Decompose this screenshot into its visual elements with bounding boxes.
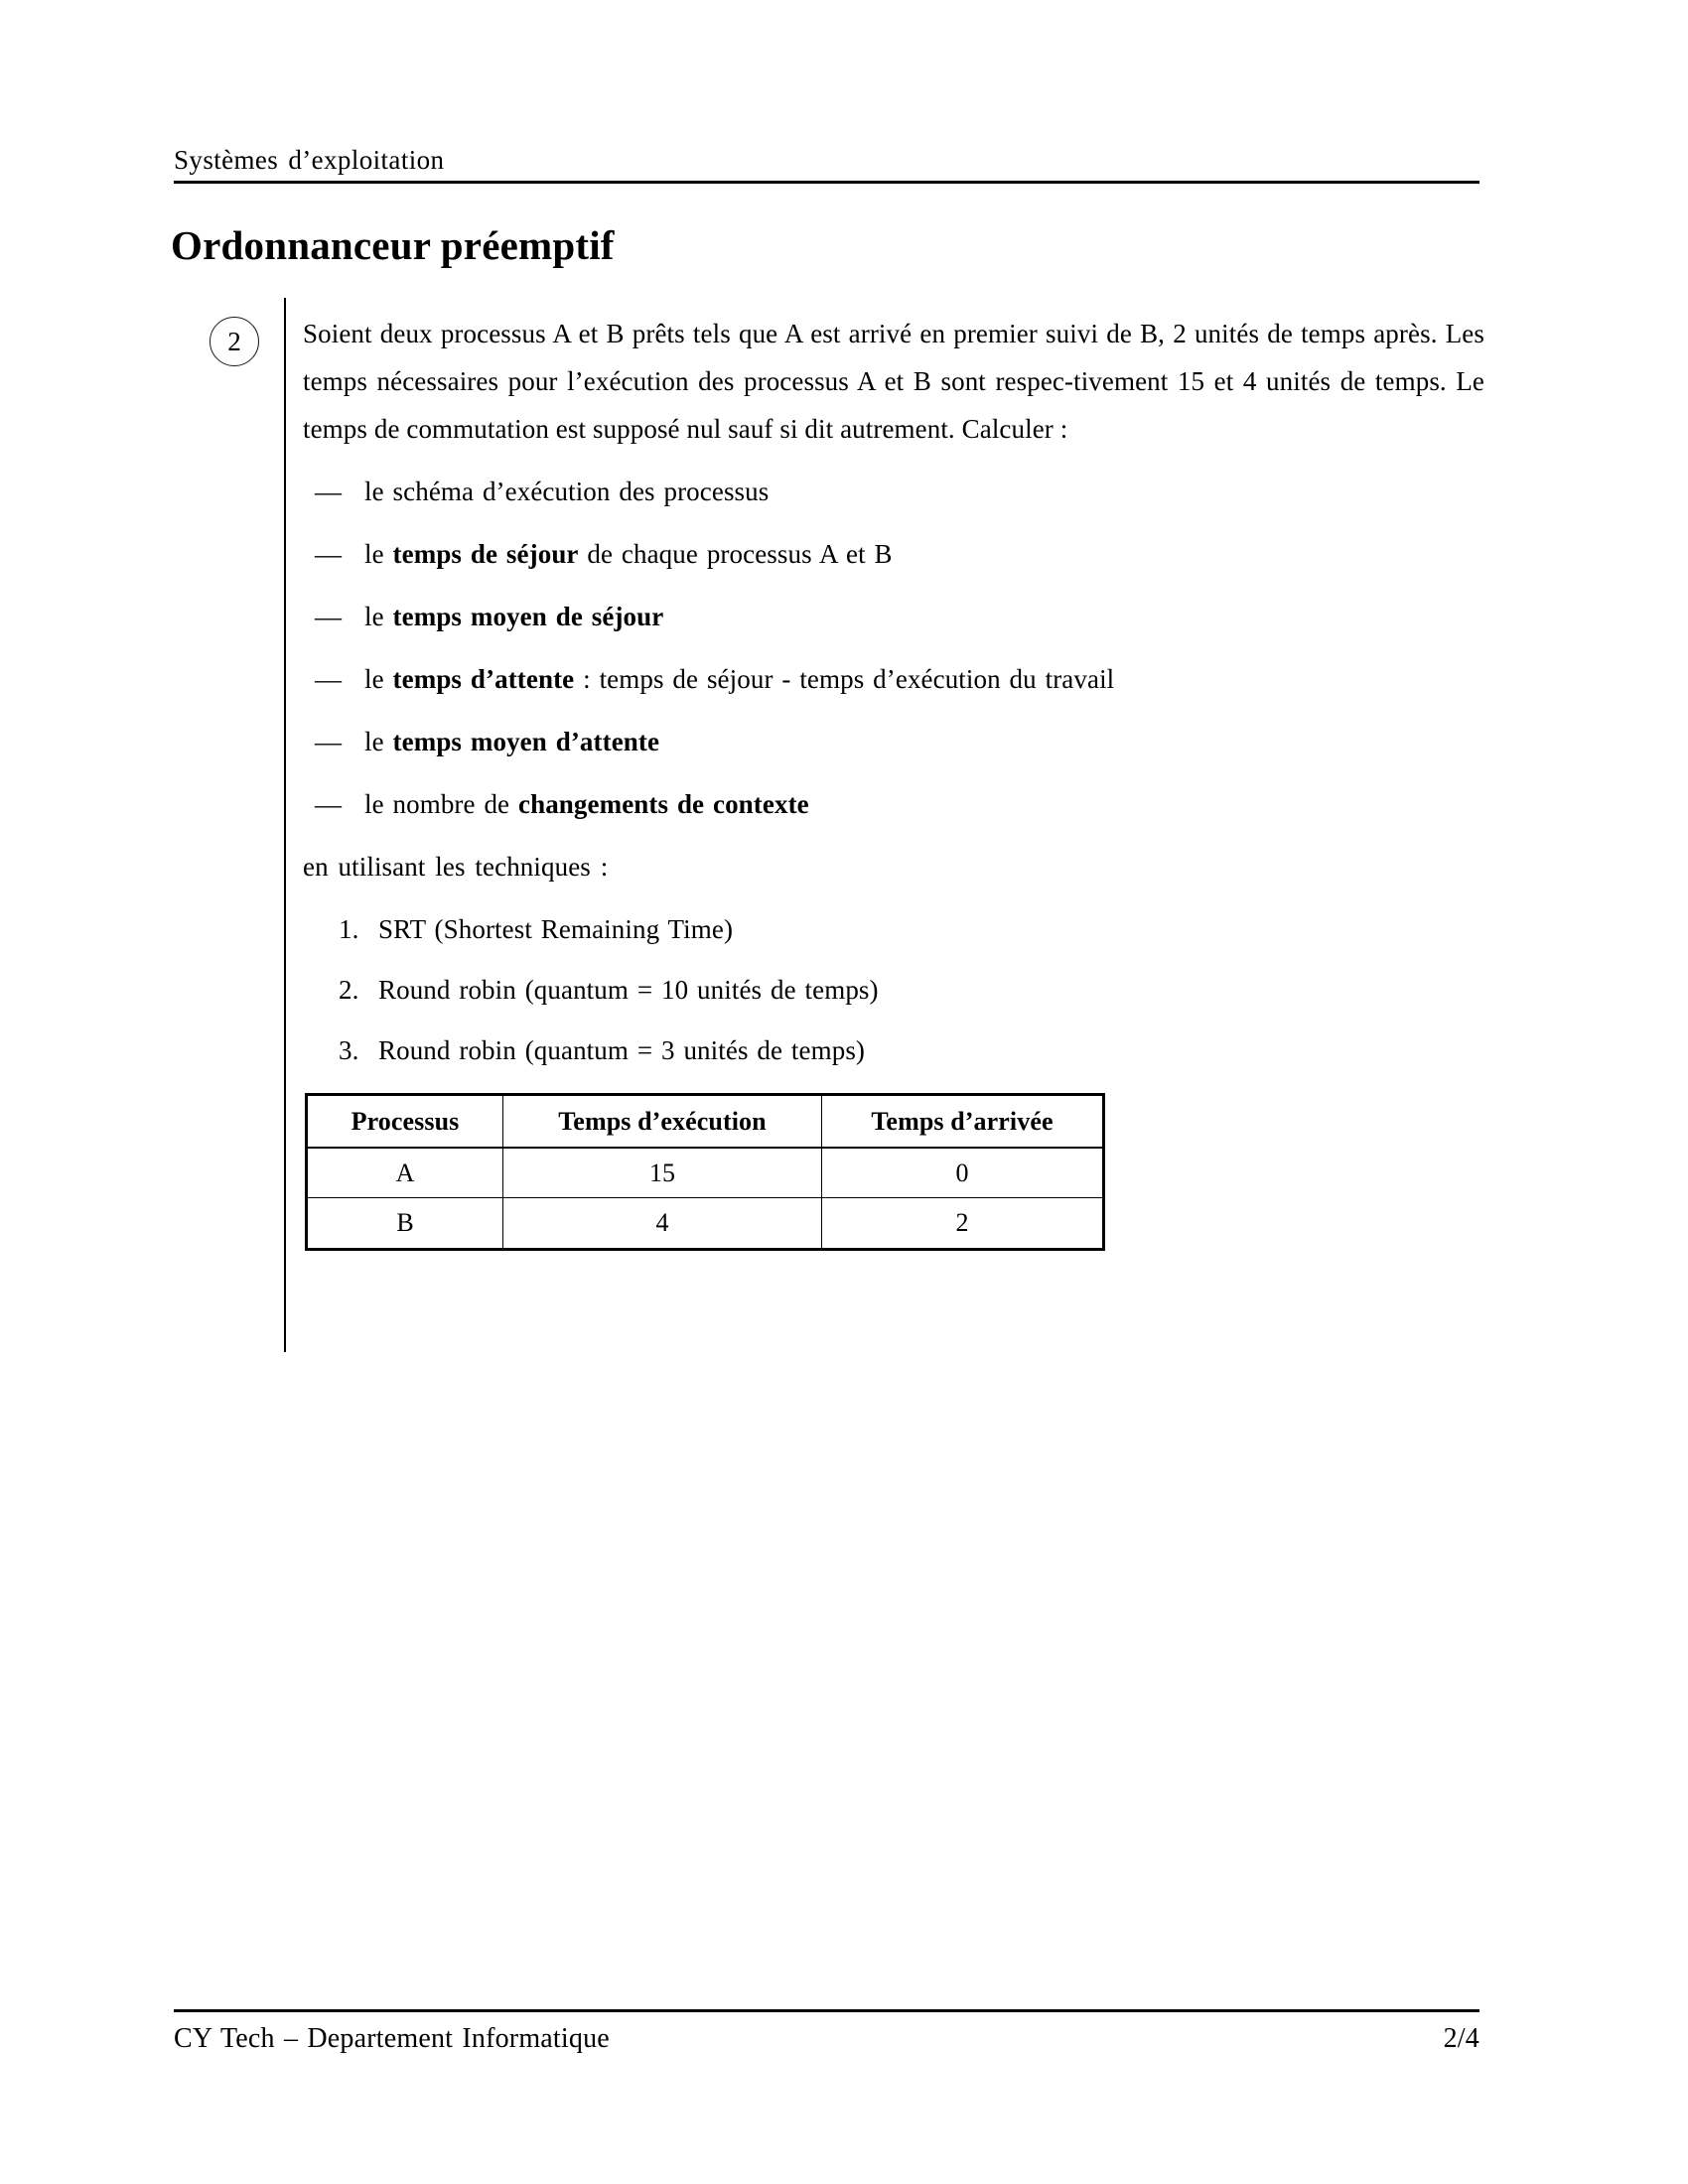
list-item	[303, 594, 1484, 639]
list-item	[303, 967, 1484, 1013]
list-item-prefix: le	[364, 539, 393, 569]
list-item-emphasis: temps d’attente	[392, 664, 575, 694]
list-item-text: Round robin (quantum = 3 unités de temps)	[378, 1035, 866, 1065]
table-header-cell-arrivee: Temps d’arrivée	[822, 1095, 1104, 1149]
process-table	[305, 1093, 1105, 1251]
em-dash-icon: —	[315, 664, 343, 694]
table-header	[307, 1095, 1104, 1149]
list-item-text: Round robin (quantum = 10 unités de temps)	[378, 975, 879, 1005]
list-item-prefix: le	[364, 602, 393, 631]
list-item-suffix: : temps de séjour - temps d’exécution du travail	[574, 664, 1115, 694]
list-item-emphasis: temps moyen de séjour	[392, 602, 664, 631]
table-row	[307, 1148, 1104, 1198]
exercise-number-label: 2	[227, 326, 241, 356]
list-item	[303, 719, 1484, 764]
list-item	[303, 656, 1484, 702]
table-cell-arrival-time: 0	[822, 1148, 1104, 1198]
list-item-number: 3.	[339, 1035, 359, 1065]
table-row	[307, 1198, 1104, 1249]
table-cell-execution-time: 4	[503, 1198, 822, 1249]
list-item-prefix: le	[364, 664, 393, 694]
footer-rule	[174, 2009, 1479, 2012]
exercise-vertical-rule	[284, 298, 286, 1352]
list-item-suffix: de chaque processus A et B	[578, 539, 893, 569]
list-item	[303, 531, 1484, 577]
list-item	[303, 906, 1484, 952]
table-header-cell-execution: Temps d’exécution	[503, 1095, 822, 1149]
em-dash-icon: —	[315, 477, 343, 506]
list-item-prefix: le nombre de	[364, 789, 518, 819]
exercise-number-badge	[210, 317, 259, 366]
exercise-content	[303, 310, 1484, 1251]
techniques-list	[303, 906, 1484, 1073]
em-dash-icon: —	[315, 539, 343, 569]
running-head: Systèmes d’exploitation	[174, 145, 445, 175]
list-item-text: SRT (Shortest Remaining Time)	[378, 914, 734, 944]
techniques-lead-line: en utilisant les techniques :	[303, 852, 609, 882]
list-item	[303, 781, 1484, 827]
list-item	[303, 1027, 1484, 1073]
header-rule	[174, 181, 1479, 184]
exercise-paragraph-text: Soient deux processus A et B prêts tels que A est arrivé en premier suivi de B, 2 unités de temps après. Les temps nécessaires pour l’exécution des processus A et B sont respec-tivement 15 et 4 unités de temps. Le temps de commutation est supposé nul sauf si dit autrement. Calculer :	[303, 319, 1484, 444]
exercise-paragraph	[303, 310, 1484, 453]
table-cell-process: B	[307, 1198, 503, 1249]
list-item-emphasis: changements de contexte	[518, 789, 809, 819]
table-header-row	[307, 1095, 1104, 1149]
list-item-prefix: le	[364, 727, 393, 756]
table-cell-execution-time: 15	[503, 1148, 822, 1198]
footer-page-number: 2/4	[1443, 2023, 1479, 2054]
list-item-number: 1.	[339, 914, 359, 944]
requirements-list	[303, 469, 1484, 827]
table-cell-process: A	[307, 1148, 503, 1198]
process-table-container	[305, 1093, 1484, 1251]
table-cell-arrival-time: 2	[822, 1198, 1104, 1249]
em-dash-icon: —	[315, 789, 343, 819]
page-title: Ordonnanceur préemptif	[171, 222, 615, 269]
em-dash-icon: —	[315, 602, 343, 631]
footer-left-text: CY Tech – Departement Informatique	[174, 2023, 610, 2054]
list-item-emphasis: temps de séjour	[392, 539, 579, 569]
list-item	[303, 469, 1484, 514]
table-body	[307, 1148, 1104, 1249]
list-item-number: 2.	[339, 975, 359, 1005]
table-header-cell-processus: Processus	[307, 1095, 503, 1149]
page-footer	[174, 2023, 1479, 2055]
list-item-text: le schéma d’exécution des processus	[364, 477, 770, 506]
em-dash-icon: —	[315, 727, 343, 756]
list-item-emphasis: temps moyen d’attente	[392, 727, 660, 756]
